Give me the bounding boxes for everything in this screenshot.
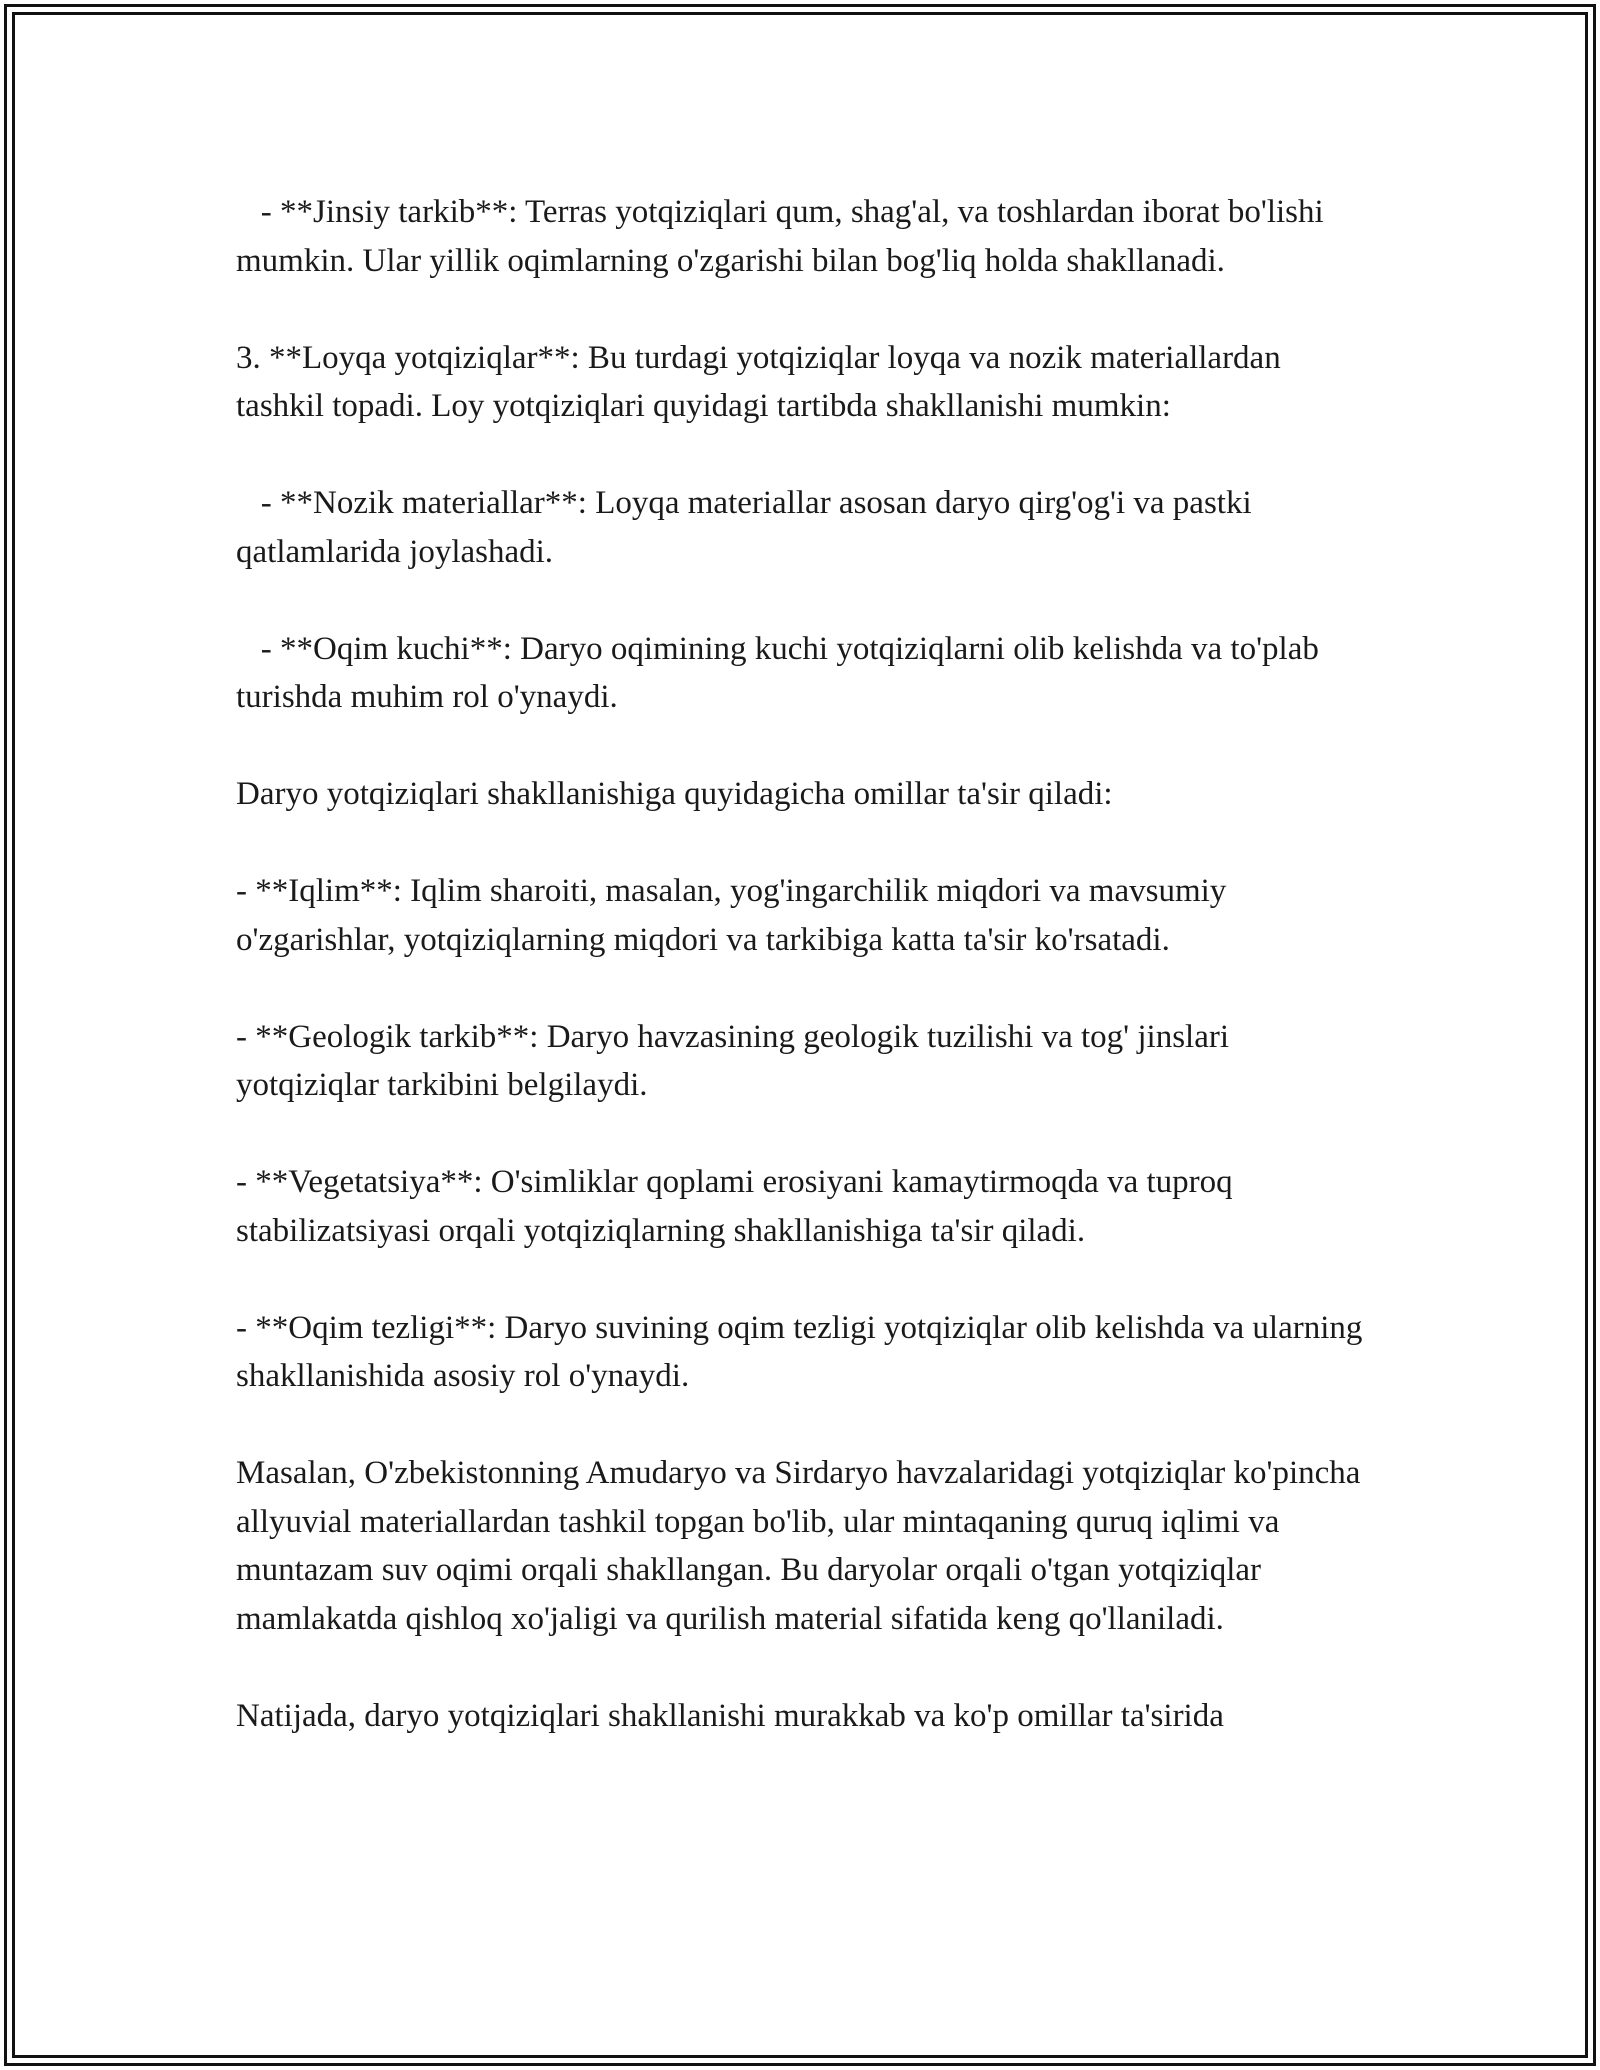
paragraph-iqlim: - **Iqlim**: Iqlim sharoiti, masalan, yog'ingarchilik miqdori va mavsumiy o'zgarishlar, yotqiziqlarning miqdori va tarkibiga katta ta'sir ko'rsatadi. xyxy=(236,873,1235,958)
paragraph-masalan: Masalan, O'zbekistonning Amudaryo va Sirdaryo havzalaridagi yotqiziqlar ko'pincha allyuvial materiallardan tashkil topgan bo'lib, ular mintaqaning quruq iqlimi va muntazam suv oqimi orqali shakllangan. Bu daryolar orqali o'tgan yotqiziqlar mamlakatda qishloq xo'jaligi va qurilish material sifatida keng qo'llaniladi. xyxy=(236,1455,1369,1637)
paragraph-omillar-intro: Daryo yotqiziqlari shakllanishiga quyidagicha omillar ta'sir qiladi: xyxy=(236,776,1113,812)
paragraph-oqim-kuchi: - **Oqim kuchi**: Daryo oqimining kuchi yotqiziqlarni olib kelishda va to'plab turishda muhim rol o'ynaydi. xyxy=(236,630,1328,715)
paragraph-jinsiy-tarkib: - **Jinsiy tarkib**: Terras yotqiziqlari qum, shag'al, va toshlardan iborat bo'lishi mumkin. Ular yillik oqimlarning o'zgarishi bilan bog'liq holda shakllanadi. xyxy=(236,194,1332,279)
paragraph-vegetatsiya: - **Vegetatsiya**: O'simliklar qoplami erosiyani kamaytirmoqda va tuproq stabilizatsiyasi orqali yotqiziqlarning shakllanishiga ta'sir qiladi. xyxy=(236,1164,1241,1249)
paragraph-geologik-tarkib: - **Geologik tarkib**: Daryo havzasining geologik tuzilishi va tog' jinslari yotqiziqlar tarkibini belgilaydi. xyxy=(236,1018,1238,1103)
paragraph-loyqa-yotqiziqlar: 3. **Loyqa yotqiziqlar**: Bu turdagi yotqiziqlar loyqa va nozik materiallardan tashkil topadi. Loy yotqiziqlari quyidagi tartibda shakllanishi mumkin: xyxy=(236,339,1289,424)
paragraph-oqim-tezligi: - **Oqim tezligi**: Daryo suvining oqim tezligi yotqiziqlar olib kelishda va ularning shakllanishida asosiy rol o'ynaydi. xyxy=(236,1309,1371,1394)
document-body xyxy=(236,188,1376,1789)
paragraph-natijada: Natijada, daryo yotqiziqlari shakllanishi murakkab va ko'p omillar ta'sirida xyxy=(236,1697,1224,1734)
paragraph-nozik-materiallar: - **Nozik materiallar**: Loyqa materiallar asosan daryo qirg'og'i va pastki qatlamlarida joylashadi. xyxy=(236,485,1260,570)
